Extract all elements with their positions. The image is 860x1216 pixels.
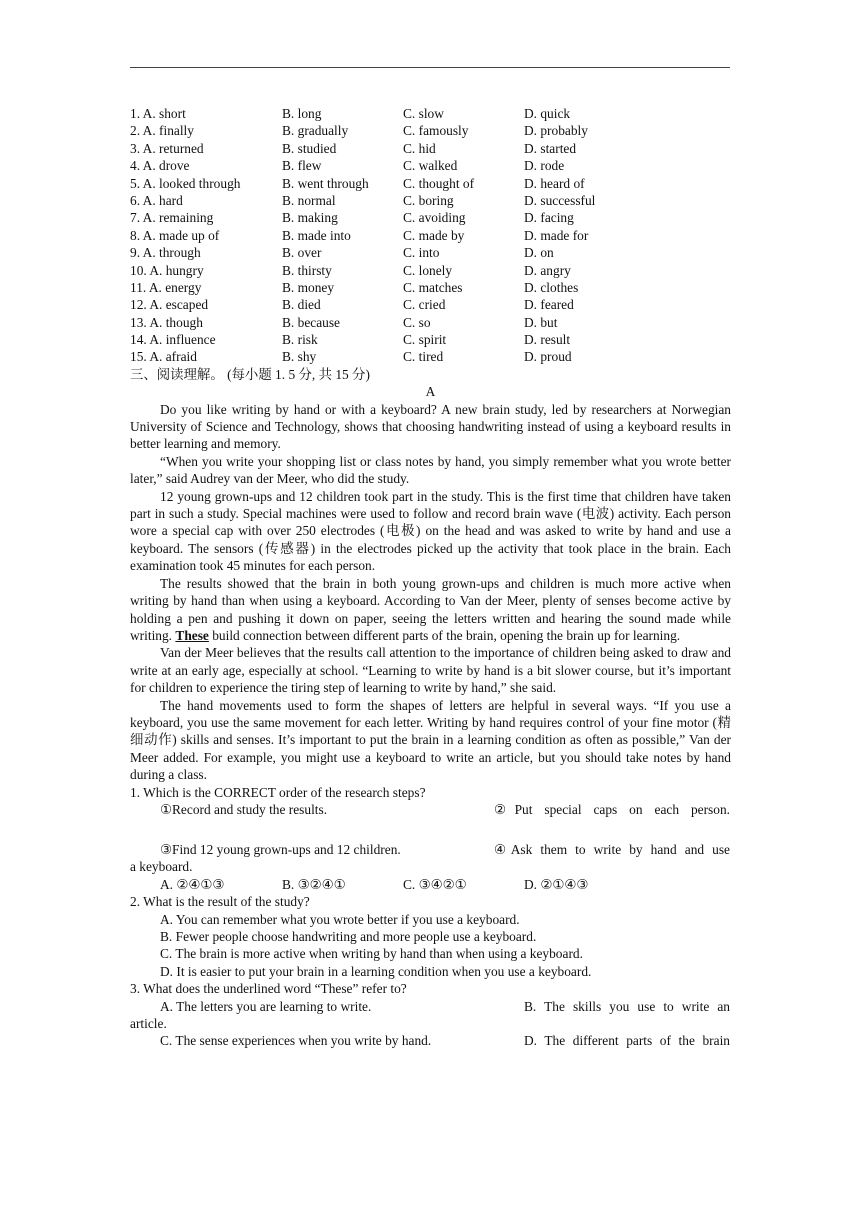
cloze-10-option-b: B. thirsty — [282, 262, 332, 278]
cloze-6-option-c: C. boring — [403, 192, 454, 208]
passage-paragraph-2: “When you write your shopping list or class notes by hand, you simply remember what you wrote better later,” said Audrey van der Meer, who did the study. — [130, 453, 731, 487]
underlined-word-these: These — [175, 627, 209, 643]
cloze-7-option-b: B. making — [282, 210, 338, 226]
cloze-14-option-b: B. risk — [282, 332, 318, 348]
section-heading: 三、阅读理解。 (每小题 1. 5 分, 共 15 分) — [130, 366, 370, 382]
cloze-8-option-a: 8. A. made up of — [130, 227, 220, 243]
cloze-8-option-c: C. made by — [403, 227, 465, 243]
cloze-4-option-d: D. rode — [524, 158, 565, 174]
question-3-option-b-continued: article. — [130, 1015, 167, 1031]
cloze-5-option-b: B. went through — [282, 175, 369, 191]
cloze-10-option-a: 10. A. hungry — [130, 262, 204, 278]
question-2-option-d: D. It is easier to put your brain in a learning condition when you use a keyboard. — [160, 963, 592, 979]
cloze-row-1 — [130, 105, 731, 122]
cloze-2-option-a: 2. A. finally — [130, 123, 194, 139]
question-1-option-d: D. ②①④③ — [524, 876, 589, 892]
cloze-13-option-a: 13. A. though — [130, 314, 203, 330]
cloze-row-14 — [130, 331, 731, 348]
cloze-2-option-c: C. famously — [403, 123, 469, 139]
cloze-4-option-b: B. flew — [282, 158, 322, 174]
cloze-11-option-b: B. money — [282, 279, 335, 295]
question-3-option-b: B. The skills you use to write an — [524, 998, 730, 1014]
cloze-9-option-a: 9. A. through — [130, 245, 201, 261]
cloze-3-option-b: B. studied — [282, 140, 337, 156]
cloze-row-11 — [130, 279, 731, 296]
cloze-5-option-d: D. heard of — [524, 175, 585, 191]
cloze-7-option-c: C. avoiding — [403, 210, 466, 226]
question-1-options — [130, 876, 731, 893]
step-1: ①Record and study the results. — [160, 801, 328, 817]
cloze-7-option-d: D. facing — [524, 210, 574, 226]
cloze-14-option-d: D. result — [524, 332, 571, 348]
cloze-10-option-d: D. angry — [524, 262, 571, 278]
cloze-8-option-d: D. made for — [524, 227, 589, 243]
cloze-row-13 — [130, 314, 731, 331]
question-3-option-a: A. The letters you are learning to write. — [160, 998, 372, 1014]
cloze-13-option-b: B. because — [282, 314, 341, 330]
cloze-12-option-c: C. cried — [403, 297, 446, 313]
cloze-1-option-a: 1. A. short — [130, 106, 186, 121]
cloze-row-10 — [130, 262, 731, 279]
passage-paragraph-6: The hand movements used to form the shapes of letters are helpful in several ways. “If you use a keyboard, you use the same movement for each letter. Writing by hand requires control of your fine motor (精细动作) skills and senses. It’s important to put the brain in a learning condition as often as possible,” Van der Meer added. For example, you might use a keyboard to write an article, but you should take notes by hand during a class. — [130, 697, 731, 783]
cloze-row-7 — [130, 209, 731, 226]
cloze-12-option-b: B. died — [282, 297, 321, 313]
cloze-15-option-a: 15. A. afraid — [130, 349, 197, 365]
question-1-option-a: A. ②④①③ — [160, 876, 225, 892]
cloze-9-option-b: B. over — [282, 245, 322, 261]
cloze-12-option-d: D. feared — [524, 297, 574, 313]
cloze-row-8 — [130, 227, 731, 244]
cloze-2-option-d: D. probably — [524, 123, 588, 139]
question-2-option-a: A. You can remember what you wrote better if you use a keyboard. — [160, 911, 520, 927]
cloze-14-option-a: 14. A. influence — [130, 332, 216, 348]
question-2 — [130, 893, 731, 980]
question-3-stem: 3. What does the underlined word “These” refer to? — [130, 981, 407, 997]
step-3: ③Find 12 young grown-ups and 12 children. — [160, 841, 401, 857]
question-3 — [130, 980, 731, 1050]
cloze-1-option-b: B. long — [282, 106, 322, 121]
cloze-13-option-c: C. so — [403, 314, 431, 330]
header-rule — [130, 67, 730, 68]
cloze-row-6 — [130, 192, 731, 209]
cloze-15-option-c: C. tired — [403, 349, 444, 365]
cloze-8-option-b: B. made into — [282, 227, 351, 243]
cloze-4-option-a: 4. A. drove — [130, 158, 190, 174]
passage-paragraph-4 — [130, 575, 731, 645]
passage-paragraph-5: Van der Meer believes that the results call attention to the importance of children being asked to draw and write at an early age, especially at school. “Learning to write by hand is a bit slower course, but it’s important for children to experience the tiring step of learning to write by hand,” she said. — [130, 645, 731, 696]
question-1-stem: 1. Which is the CORRECT order of the research steps? — [130, 784, 426, 800]
passage-paragraph-3: 12 young grown-ups and 12 children took part in the study. This is the first time that children have taken part in such a study. Special machines were used to follow and record brain wave (电波) activity. Each person wore a special cap with over 250 electrodes (电极) on the head and was asked to write by hand and use a keyboard. The sensors (传感器) in the electrodes picked up the activity that took place in the brain. Each examination took 45 minutes for each person. — [130, 488, 731, 574]
question-2-option-c: C. The brain is more active when writing by hand than when using a keyboard. — [160, 946, 583, 962]
question-1-option-c: C. ③④②① — [403, 876, 467, 892]
cloze-6-option-b: B. normal — [282, 192, 336, 208]
step-2: ②Put special caps on each person. — [494, 801, 730, 817]
cloze-row-5 — [130, 175, 731, 192]
cloze-6-option-d: D. successful — [524, 192, 596, 208]
question-3-option-d: D. The different parts of the brain — [524, 1033, 730, 1049]
paragraph-4-text-b: build connection between different parts of the brain, opening the brain up for learning. — [208, 627, 681, 643]
cloze-4-option-c: C. walked — [403, 158, 458, 174]
cloze-9-option-c: C. into — [403, 245, 440, 261]
cloze-12-option-a: 12. A. escaped — [130, 297, 209, 313]
cloze-row-3 — [130, 140, 731, 157]
question-2-stem: 2. What is the result of the study? — [130, 894, 310, 910]
cloze-3-option-c: C. hid — [403, 140, 436, 156]
cloze-3-option-a: 3. A. returned — [130, 140, 204, 156]
cloze-11-option-a: 11. A. energy — [130, 279, 202, 295]
paragraph-4-text-a: The results showed that the brain in both young grown-ups and children is much more active when writing by hand than when using a keyboard. According to Van der Meer, plenty of senses become active by holding a pen and pushing it down on paper, seeing the letters written and hearing the sound made while writing. — [130, 575, 731, 643]
question-3-option-c: C. The sense experiences when you write by hand. — [160, 1033, 432, 1049]
cloze-3-option-d: D. started — [524, 140, 577, 156]
cloze-2-option-b: B. gradually — [282, 123, 349, 139]
passage-label: A — [425, 384, 436, 400]
step-4-continued: a keyboard. — [130, 859, 193, 875]
cloze-9-option-d: D. on — [524, 245, 554, 261]
cloze-row-9 — [130, 244, 731, 261]
cloze-row-15 — [130, 348, 731, 365]
cloze-11-option-c: C. matches — [403, 279, 463, 295]
cloze-7-option-a: 7. A. remaining — [130, 210, 214, 226]
cloze-options-table — [130, 105, 731, 366]
passage-paragraph-1: Do you like writing by hand or with a keyboard? A new brain study, led by researchers at Norwegian University of Science and Technology, shows that choosing handwriting instead of using a keyboard results in better learning and memory. — [130, 401, 731, 452]
cloze-5-option-a: 5. A. looked through — [130, 175, 241, 191]
cloze-6-option-a: 6. A. hard — [130, 192, 183, 208]
step-4: ④Ask them to write by hand and use — [494, 841, 730, 857]
cloze-14-option-c: C. spirit — [403, 332, 447, 348]
page-content — [130, 105, 731, 1050]
question-1-option-b: B. ③②④① — [282, 876, 346, 892]
cloze-13-option-d: D. but — [524, 314, 558, 330]
question-1 — [130, 784, 731, 894]
cloze-5-option-c: C. thought of — [403, 175, 475, 191]
cloze-15-option-d: D. proud — [524, 349, 572, 365]
cloze-1-option-d: D. quick — [524, 106, 571, 121]
cloze-row-12 — [130, 296, 731, 313]
cloze-10-option-c: C. lonely — [403, 262, 453, 278]
cloze-11-option-d: D. clothes — [524, 279, 579, 295]
cloze-row-2 — [130, 122, 731, 139]
cloze-row-4 — [130, 157, 731, 174]
cloze-15-option-b: B. shy — [282, 349, 317, 365]
question-2-option-b: B. Fewer people choose handwriting and more people use a keyboard. — [160, 928, 537, 944]
cloze-1-option-c: C. slow — [403, 106, 444, 121]
